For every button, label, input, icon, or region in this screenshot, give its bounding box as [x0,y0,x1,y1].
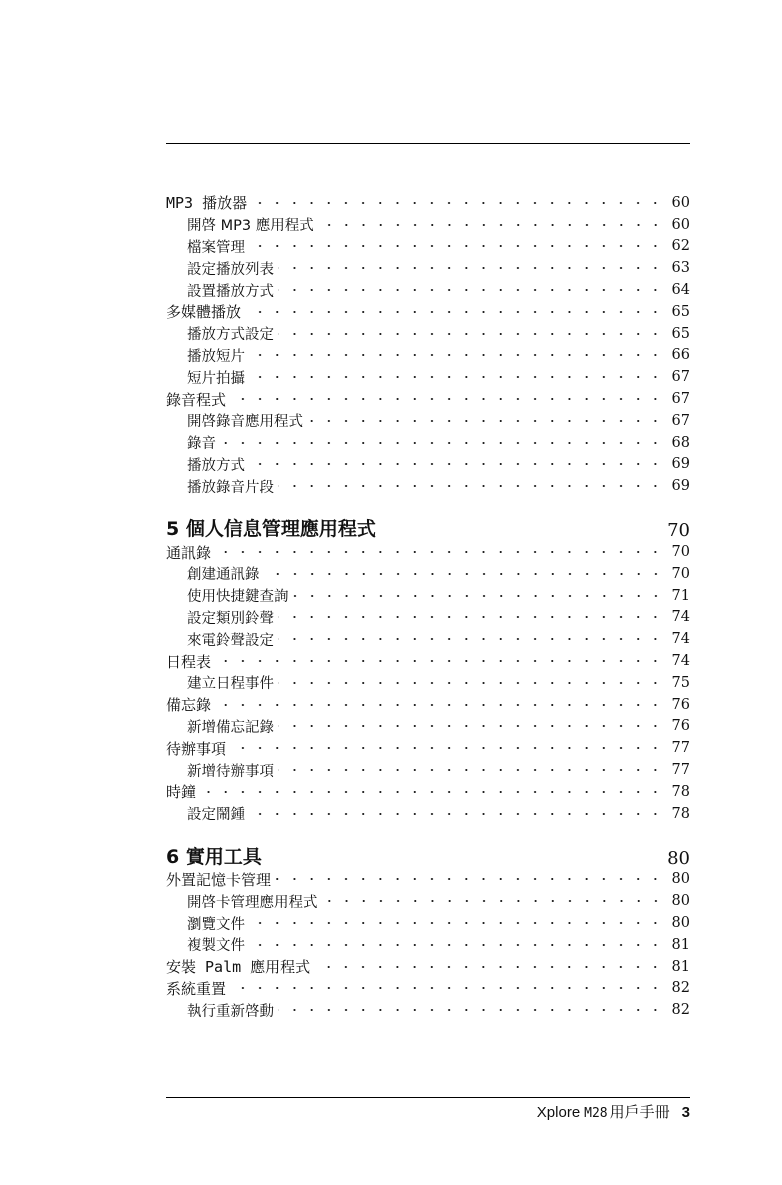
toc-entry-title: 設定類別鈴聲 [187,607,278,628]
toc-entry [166,541,690,563]
toc-entry-title: 使用快捷鍵查詢 [187,585,293,606]
toc-page-number: 62 [671,238,690,255]
toc-page-number: 81 [671,936,690,953]
toc-entry [166,388,690,410]
toc-page-number: 63 [671,260,690,277]
chapter-page-number: 70 [667,520,690,542]
toc-entry-title: MP3 播放器 [166,192,251,213]
toc-page-number: 70 [671,544,690,561]
toc-page-number: 70 [671,565,690,582]
chapter-heading [166,507,690,541]
toc-entry-title: 檔案管理 [187,236,249,257]
toc-page-number: 75 [671,674,690,691]
toc-entry [166,781,690,803]
toc-page-number: 60 [671,194,690,211]
footer-model: M28 [584,1106,608,1121]
dot-leader [230,741,664,755]
toc-page-number: 65 [671,325,690,342]
toc-entry-title: 多媒體播放 [166,301,245,322]
toc-entry-title: 外置記憶卡管理 [166,869,275,890]
toc-subentry [166,323,690,345]
toc-entry [166,192,690,214]
dot-leader [278,632,664,646]
toc-subentry [166,585,690,607]
toc-entry-title: 設定播放列表 [187,258,278,279]
toc-subentry [166,999,690,1021]
toc-entry-title: 創建通訊錄 [187,563,264,584]
toc-subentry [166,475,690,497]
toc-entry-title: 播放方式設定 [187,323,278,344]
dot-leader [278,719,664,733]
toc-subentry [166,759,690,781]
toc-page-number: 82 [671,1002,690,1019]
chapter-heading [166,835,690,869]
toc-page-number: 68 [671,434,690,451]
toc-entry [166,978,690,1000]
dot-leader [264,567,665,581]
page-footer [537,1101,690,1122]
toc-subentry [166,803,690,825]
dot-leader [249,370,664,384]
toc-page-number: 67 [671,391,690,408]
toc-page-number: 60 [671,216,690,233]
dot-leader [215,698,664,712]
dot-leader [278,479,664,493]
toc-page-number: 64 [671,282,690,299]
toc-entry-title: 待辦事項 [166,738,230,759]
dot-leader [278,1003,664,1017]
footer-rule [166,1097,690,1098]
toc-page-number: 82 [671,980,690,997]
dot-leader [245,305,664,319]
dot-leader [249,938,664,952]
toc-entry [166,737,690,759]
toc-entry-title: 開啓卡管理應用程式 [187,891,322,912]
toc-subentry [166,716,690,738]
dot-leader [278,261,664,275]
toc-entry [166,869,690,891]
dot-leader [220,436,664,450]
toc-entry-title: 錄音程式 [166,389,230,410]
toc-entry-title: 開啓錄音應用程式 [187,410,307,431]
toc-entry-title: 瀏覽文件 [187,913,249,934]
toc-entry [166,694,690,716]
toc-subentry [166,890,690,912]
toc-page-number: 77 [671,762,690,779]
table-of-contents [166,192,690,1021]
toc-subentry [166,912,690,934]
toc-page-number: 80 [671,915,690,931]
toc-subentry [166,672,690,694]
dot-leader [251,196,664,210]
dot-leader [278,610,664,624]
dot-leader [200,785,664,799]
toc-page-number: 78 [671,805,690,822]
chapter-title: 6 實用工具 [166,845,262,868]
dot-leader [293,589,665,603]
header-rule [166,143,690,144]
dot-leader [322,894,665,908]
dot-leader [278,327,664,341]
toc-subentry [166,366,690,388]
toc-entry-title: 錄音 [187,432,220,453]
toc-entry-title: 開啓 MP3 應用程式 [187,214,318,235]
toc-entry-title: 新增待辦事項 [187,760,278,781]
dot-leader [249,916,664,930]
toc-subentry [166,454,690,476]
toc-entry-title: 短片拍攝 [187,367,249,388]
dot-leader [249,807,664,821]
dot-leader [249,348,664,362]
dot-leader [230,392,664,406]
dot-leader [230,981,664,995]
toc-entry-title: 來電鈴聲設定 [187,629,278,650]
toc-entry [166,956,690,978]
toc-entry-title: 備忘錄 [166,694,215,715]
toc-entry-title: 時鐘 [166,781,200,802]
toc-entry-title: 日程表 [166,651,215,672]
toc-entry-title: 執行重新啓動 [187,1000,278,1021]
toc-page-number: 81 [671,958,690,975]
toc-page-number: 80 [671,893,690,910]
toc-subentry [166,607,690,629]
toc-page-number: 74 [671,609,690,626]
toc-entry-title: 播放方式 [187,454,249,475]
chapter-title: 5 個人信息管理應用程式 [166,518,376,541]
toc-page-number: 65 [671,303,690,320]
toc-entry-title: 複製文件 [187,934,249,955]
toc-page-number: 74 [671,653,690,670]
toc-subentry [166,214,690,236]
toc-entry-title: 設定鬧鍾 [187,803,249,824]
toc-page-number: 69 [671,478,690,495]
toc-page-number: 78 [671,783,690,800]
footer-manual-title: 用戶手冊 [609,1104,670,1121]
dot-leader [215,654,664,668]
footer-brand: Xplore [536,1104,581,1121]
toc-subentry [166,345,690,367]
toc-entry-title: 設置播放方式 [187,280,278,301]
dot-leader [278,763,664,777]
toc-page-number: 67 [671,369,690,386]
toc-page-number: 66 [671,347,690,364]
dot-leader [278,283,664,297]
toc-page-number: 69 [671,456,690,473]
toc-subentry [166,257,690,279]
toc-entry-title: 建立日程事件 [187,672,278,693]
toc-page-number: 71 [671,587,690,604]
toc-subentry [166,410,690,432]
dot-leader [249,239,664,253]
toc-subentry [166,563,690,585]
toc-page-number: 77 [671,740,690,757]
toc-subentry [166,934,690,956]
toc-entry-title: 安裝 Palm 應用程式 [166,956,314,977]
toc-subentry [166,432,690,454]
toc-entry [166,301,690,323]
toc-entry-title: 系統重置 [166,978,230,999]
toc-entry-title: 播放錄音片段 [187,476,278,497]
toc-subentry [166,279,690,301]
footer-page-number: 3 [681,1104,690,1121]
toc-page-number: 80 [671,871,690,888]
toc-page-number: 76 [671,696,690,713]
toc-page-number: 76 [671,718,690,735]
dot-leader [275,872,664,886]
toc-subentry [166,628,690,650]
chapter-page-number: 80 [667,847,690,869]
dot-leader [249,457,664,471]
dot-leader [215,545,664,559]
toc-page-number: 67 [671,412,690,429]
toc-entry-title: 播放短片 [187,345,249,366]
dot-leader [318,218,664,232]
dot-leader [278,676,664,690]
toc-entry-title: 通訊錄 [166,542,215,563]
toc-subentry [166,236,690,258]
toc-entry-title: 新增備忘記錄 [187,716,278,737]
toc-page-number: 74 [671,631,690,648]
dot-leader [307,414,664,428]
dot-leader [314,960,664,974]
toc-entry [166,650,690,672]
